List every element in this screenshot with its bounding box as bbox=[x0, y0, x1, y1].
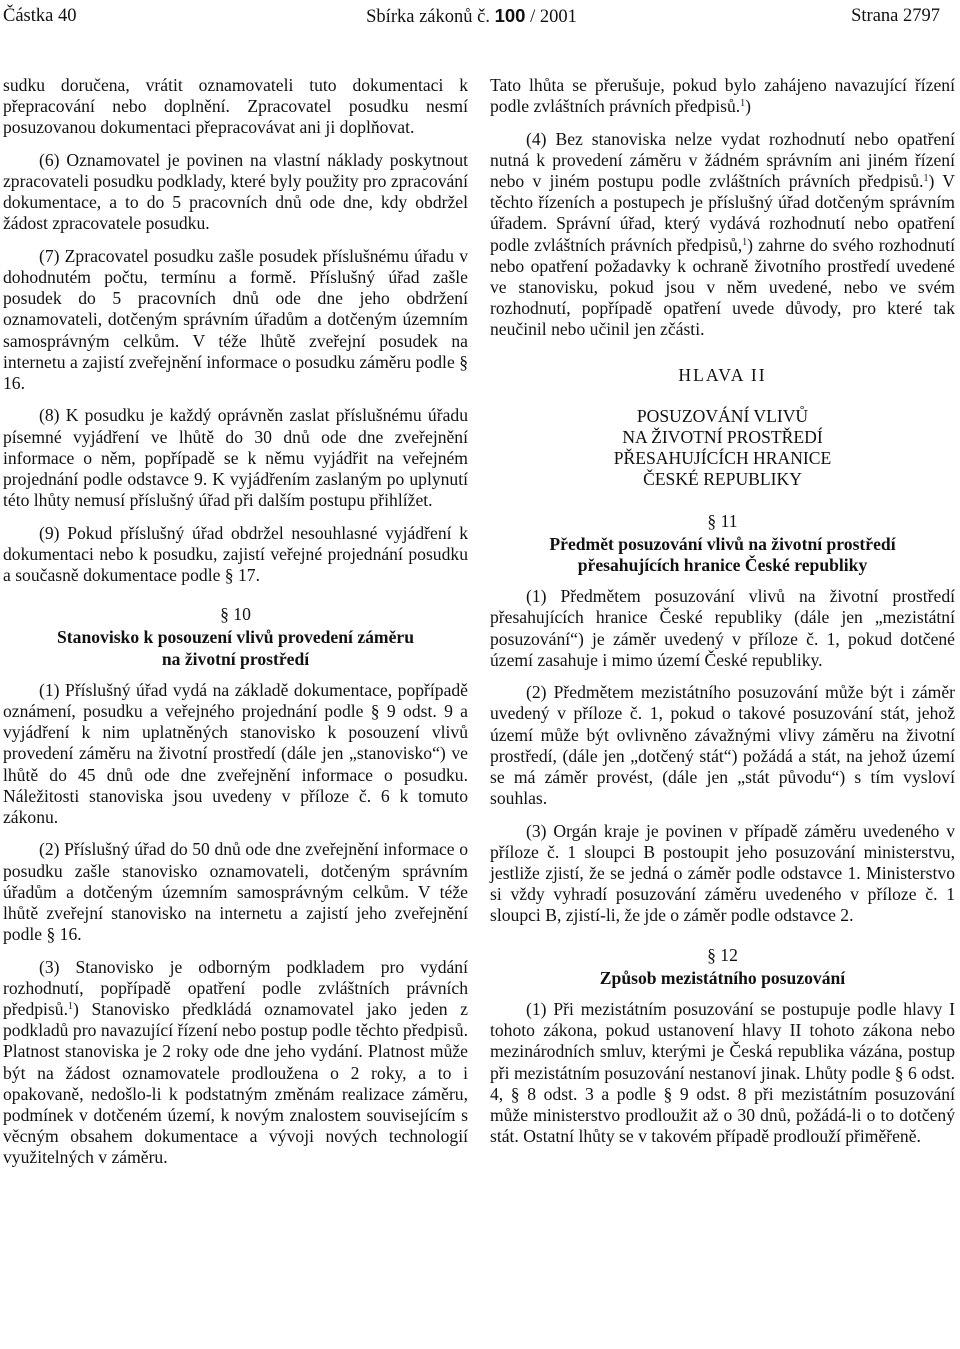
footnote-ref: 1 bbox=[68, 1001, 73, 1013]
footnote-ref: 1 bbox=[923, 173, 929, 184]
header-number: 100 bbox=[494, 5, 526, 26]
section-10-title bbox=[3, 627, 468, 669]
chapter-title bbox=[490, 406, 955, 491]
text-run: Tato lhůta se přerušuje, pokud bylo zahájeno navazující řízení podle zvláštních právních předpisů. bbox=[490, 75, 955, 117]
section-11-number: § 11 bbox=[707, 510, 738, 531]
chapter-title-line: ČESKÉ REPUBLIKY bbox=[643, 469, 802, 490]
paragraph-8: (8) K posudku je každý oprávněn zaslat příslušnému úřadu písemné vyjádření ve lhůtě do 30 dnů ode dne zveřejnění informace o něm, popřípadě se k němu vyjádřit na veřejném projednání podle odstavce 9. K vyjádřením zaslaným po uplynutí této lhůty nemusí příslušný úřad při dalším postupu přihlížet. bbox=[3, 405, 468, 511]
chapter-title-line: PŘESAHUJÍCÍCH HRANICE bbox=[613, 448, 832, 469]
chapter-heading: HLAVA II bbox=[678, 364, 767, 385]
text-run: (4) Bez stanoviska nelze vydat rozhodnutí nebo opatření nutná k provedení záměru v žádném správním ani jiném řízení nebo v jiném postupu podle zvláštních právních předpisů. bbox=[490, 128, 955, 191]
text-run: (3) Stanovisko je odborným podkladem pro vydání rozhodnutí, popřípadě opatření podle zvláštních právních předpisů. bbox=[3, 956, 468, 1020]
text-run: ) zahrne do svého rozhodnutí nebo opatření požadavky k ochraně životního prostředí uvedené ve stanovisku, pokud jsou v něm uvedené, nebo ve svém rozhodnutí, popřípadě opatření uvede důvody, pro které tak neučinil nebo učinil jen zčásti. bbox=[490, 234, 956, 340]
paragraph-7: (7) Zpracovatel posudku zašle posudek příslušnému úřadu v dohodnutém počtu, termínu a formě. Příslušný úřad zašle posudek do 5 pracovních dnů ode dne jeho obdržení oznamovateli, dotčeným správním úřadům a dotčeným územním samosprávným celkům. V téže lhůtě zveřejní posudek na internetu a zajistí zveřejnění informace o posudku záměru podle § 16. bbox=[3, 245, 468, 394]
section-11-title bbox=[490, 534, 955, 576]
section-10-title-line: na životní prostředí bbox=[161, 648, 310, 669]
page-header bbox=[3, 5, 940, 27]
section-10-paragraph-3 bbox=[3, 957, 468, 1169]
section-11-paragraph-1: (1) Předmětem posuzování vlivů na životní prostředí přesahujících hranice České republiky (dále jen „mezistátní posuzování“) je záměr uvedený v příloze č. 1, pokud dotčené území zasahuje i mimo území České republiky. bbox=[490, 586, 955, 670]
paragraph: sudku doručena, vrátit oznamovateli tuto dokumentaci k přepracování nebo doplnění. Zpracovatel posudku nesmí posuzovanou dokumentaci přepracovávat ani ji doplňovat. bbox=[3, 75, 468, 138]
chapter-title-line: POSUZOVÁNÍ VLIVŮ bbox=[636, 405, 809, 426]
section-11-title-line: Předmět posuzování vlivů na životní prostředí bbox=[549, 533, 896, 554]
section-10-paragraph-1: (1) Příslušný úřad vydá na základě dokumentace, popřípadě oznámení, posudku a veřejného projednání podle § 9 odst. 9 a vyjádření k nim uplatněných stanovisko k posouzení vlivů provedení záměru na životní prostředí (dále jen „stanovisko“) ve lhůtě do 45 dnů ode dne zveřejnění informace o posudku. Náležitosti stanoviska jsou uvedeny v příloze č. 6 k tomuto zákonu. bbox=[3, 679, 468, 828]
section-10-paragraph-2: (2) Příslušný úřad do 50 dnů ode dne zveřejnění informace o posudku zašle stanovisko oznamovateli, dotčeným správním úřadům a dotčeným územním samosprávným celkům. V téže lhůtě zveřejní stanovisko na internetu a zajistí jeho zveřejnění podle § 16. bbox=[3, 839, 468, 945]
section-11-paragraph-3: (3) Orgán kraje je povinen v případě záměru uvedeného v příloze č. 1 sloupci B postoupit jeho posuzování ministerstvu, jestliže zjistí, že se jedná o záměr podle odstavce 1. Ministerstvo si vždy vyhradí posuzování záměru uvedeného v příloze č. 1 sloupci B, zjistí-li, že jde o záměr podle odstavce 2. bbox=[490, 820, 955, 926]
section-11-title-line: přesahujících hranice České republiky bbox=[577, 555, 868, 576]
paragraph bbox=[490, 75, 955, 117]
chapter-title-line: NA ŽIVOTNÍ PROSTŘEDÍ bbox=[622, 427, 823, 448]
section-12-title: Způsob mezistátního posuzování bbox=[599, 967, 846, 988]
section-11-paragraph-2: (2) Předmětem mezistátního posuzování může být i záměr uvedený v příloze č. 1, pokud o takové posuzování stát, jehož území může být ovlivněno závažnými vlivy záměru na životní prostředí, (dále jen „dotčený stát“) požádá a stát, na jehož území se má záměr provést, (dále jen „stát původu“) s tím vysloví souhlas. bbox=[490, 682, 955, 809]
header-page: Strana 2797 bbox=[851, 6, 940, 26]
left-column bbox=[3, 75, 468, 1180]
section-10-number: § 10 bbox=[220, 604, 251, 625]
paragraph-9: (9) Pokud příslušný úřad obdržel nesouhlasné vyjádření k dokumentaci nebo k posudku, zajistí veřejné projednání posudku a současně dokumentace podle § 17. bbox=[3, 522, 468, 586]
section-12-number: § 12 bbox=[707, 944, 738, 965]
header-title-prefix: Sbírka zákonů č. bbox=[366, 7, 490, 27]
footnote-ref: 1 bbox=[742, 236, 748, 248]
paragraph-4 bbox=[490, 129, 955, 341]
header-title bbox=[3, 5, 940, 28]
section-12-paragraph-1: (1) Při mezistátním posuzování se postupuje podle hlavy I tohoto zákona, pokud ustanovení hlavy II tohoto zákona nebo mezinárodních smluv, kterými je Česká republika vázána, postup při mezistátním posuzování nestanoví jinak. Lhůty podle § 6 odst. 4, § 8 odst. 3 a podle § 9 odst. 8 při mezistátním posuzování může ministerstvo prodloužit až o 30 dnů, požádá-li o to dotčený stát. Ostatní lhůty se v takovém případě prodlouží přiměřeně. bbox=[490, 999, 955, 1147]
section-10-title-line: Stanovisko k posouzení vlivů provedení záměru bbox=[57, 627, 414, 648]
paragraph-6: (6) Oznamovatel je povinen na vlastní náklady poskytnout zpracovateli posudku podklady, které byly použity pro zpracování dokumentace, a to do 5 pracovních dnů ode dne, kdy obdržel žádost zpracovatele posudku. bbox=[3, 149, 468, 234]
footnote-ref: 1 bbox=[740, 98, 746, 110]
right-column bbox=[490, 75, 955, 1159]
text-run: ) Stanovisko předkládá oznamovatel jako jeden z podkladů pro navazující řízení nebo postup podle těchto předpisů. Platnost stanoviska je 2 roky ode dne jeho vydání. Platnost může být na žádost oznamovatele prodloužena o 2 roky, a to i opakovaně, nedošlo-li k podstatným změnám realizace záměru, podmínek v dotčeném území, k novým znalostem souvisejícím s věcným obsahem dokumentace a vývoji nových technologií využitelných v záměru. bbox=[3, 999, 468, 1168]
text-run: ) V těchto řízeních a postupech je příslušný úřad dotčeným správním úřadem. Správní úřad, který vydává rozhodnutí nebo opatření podle zvláštních právních předpisů, bbox=[490, 171, 955, 255]
header-year: / 2001 bbox=[530, 7, 577, 27]
text-run: ) bbox=[745, 96, 752, 117]
header-part: Částka 40 bbox=[3, 6, 77, 26]
